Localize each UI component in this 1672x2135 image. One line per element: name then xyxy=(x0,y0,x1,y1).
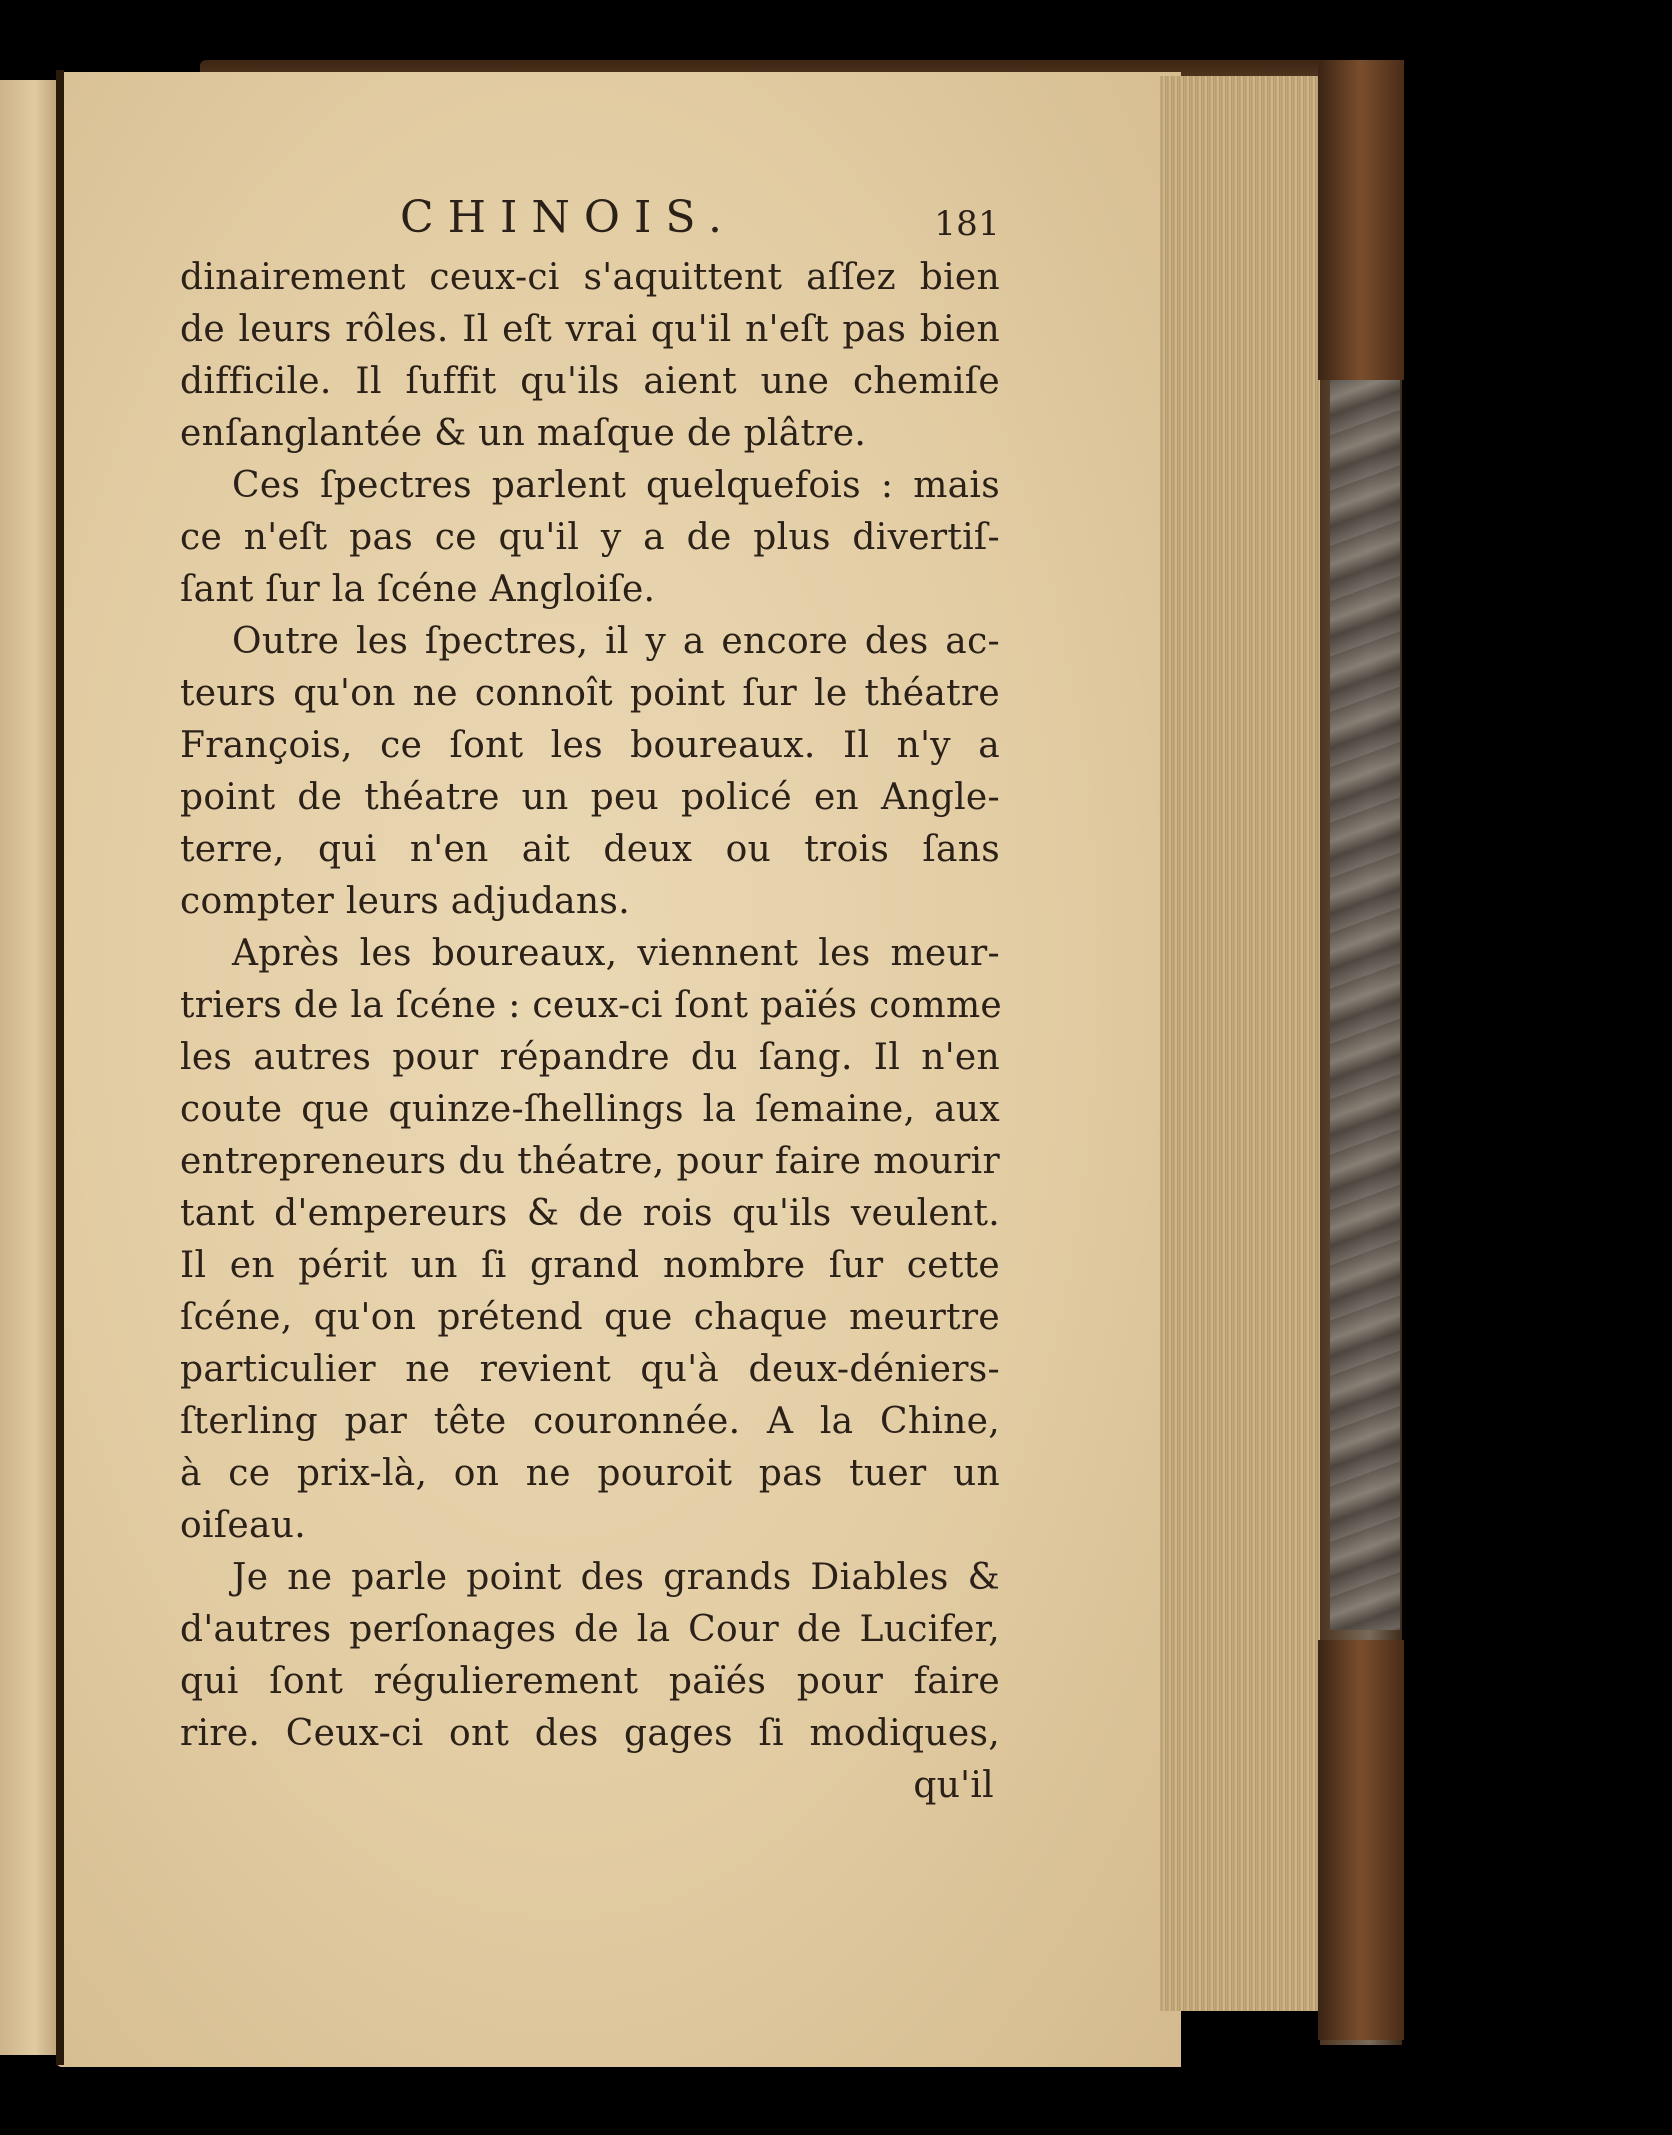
text-line: François, ce ſont les boureaux. Il n'y a xyxy=(180,725,1000,766)
text-line: Je ne parle point des grands Diables & xyxy=(232,1557,1000,1598)
running-head-title: CHINOIS. xyxy=(400,192,736,243)
text-line: particulier ne revient qu'à deux-déniers- xyxy=(180,1349,1000,1390)
text-line: dinairement ceux-ci s'aquittent aſſez bien xyxy=(180,257,1000,298)
text-line: les autres pour répandre du ſang. Il n'en xyxy=(180,1037,1000,1078)
text-line: point de théatre un peu policé en Angle- xyxy=(180,777,1000,818)
text-line: ce n'eſt pas ce qu'il y a de plus divertiſ- xyxy=(180,517,1000,558)
marbled-board xyxy=(1330,380,1400,1630)
text-line: compter leurs adjudans. xyxy=(180,881,630,922)
page-number: 181 xyxy=(934,204,1000,244)
text-line: Il en périt un ſi grand nombre ſur cette xyxy=(180,1245,1000,1286)
text-line: terre, qui n'en ait deux ou trois ſans xyxy=(180,829,1000,870)
text-line: Après les boureaux, viennent les meur- xyxy=(232,933,1000,974)
text-line: de leurs rôles. Il eſt vrai qu'il n'eſt pas bien xyxy=(180,309,1000,350)
text-line: oiſeau. xyxy=(180,1505,307,1546)
text-line: entrepreneurs du théatre, pour faire mourir xyxy=(180,1141,1000,1182)
text-line: à ce prix-là, on ne pouroit pas tuer un xyxy=(180,1453,1000,1494)
text-line: Outre les ſpectres, il y a encore des ac- xyxy=(232,621,1000,662)
text-line: difficile. Il ſuffit qu'ils aient une chemiſe xyxy=(180,361,1000,402)
text-line: coute que quinze-ſhellings la ſemaine, aux xyxy=(180,1089,1000,1130)
text-line: ſterling par tête couronnée. A la Chine, xyxy=(180,1401,1000,1442)
catchword: qu'il xyxy=(913,1765,994,1806)
page-fore-edge xyxy=(1160,76,1324,2011)
text-line: tant d'empereurs & de rois qu'ils veulent. xyxy=(180,1193,1000,1234)
text-line: rire. Ceux-ci ont des gages ſi modiques, xyxy=(180,1713,1000,1754)
text-line: Ces ſpectres parlent quelquefois : mais xyxy=(232,465,1000,506)
gutter xyxy=(56,70,64,2065)
text-line: teurs qu'on ne connoît point ſur le théatre xyxy=(180,673,1000,714)
leather-corner-bottom xyxy=(1318,1640,1404,2040)
text-line: ſant ſur la ſcéne Angloiſe. xyxy=(180,569,656,610)
running-head xyxy=(180,188,1000,248)
leather-corner-top xyxy=(1318,60,1404,380)
text-line: ſcéne, qu'on prétend que chaque meurtre xyxy=(180,1297,1000,1338)
text-line: qui ſont régulierement païés pour faire xyxy=(180,1661,1000,1702)
text-line: enſanglantée & un maſque de plâtre. xyxy=(180,413,867,454)
text-line: triers de la ſcéne : ceux-ci ſont païés comme xyxy=(180,985,1002,1026)
page-text xyxy=(180,188,1000,1812)
text-line: d'autres perſonages de la Cour de Lucifer, xyxy=(180,1609,1000,1650)
left-page-edge xyxy=(0,80,58,2055)
